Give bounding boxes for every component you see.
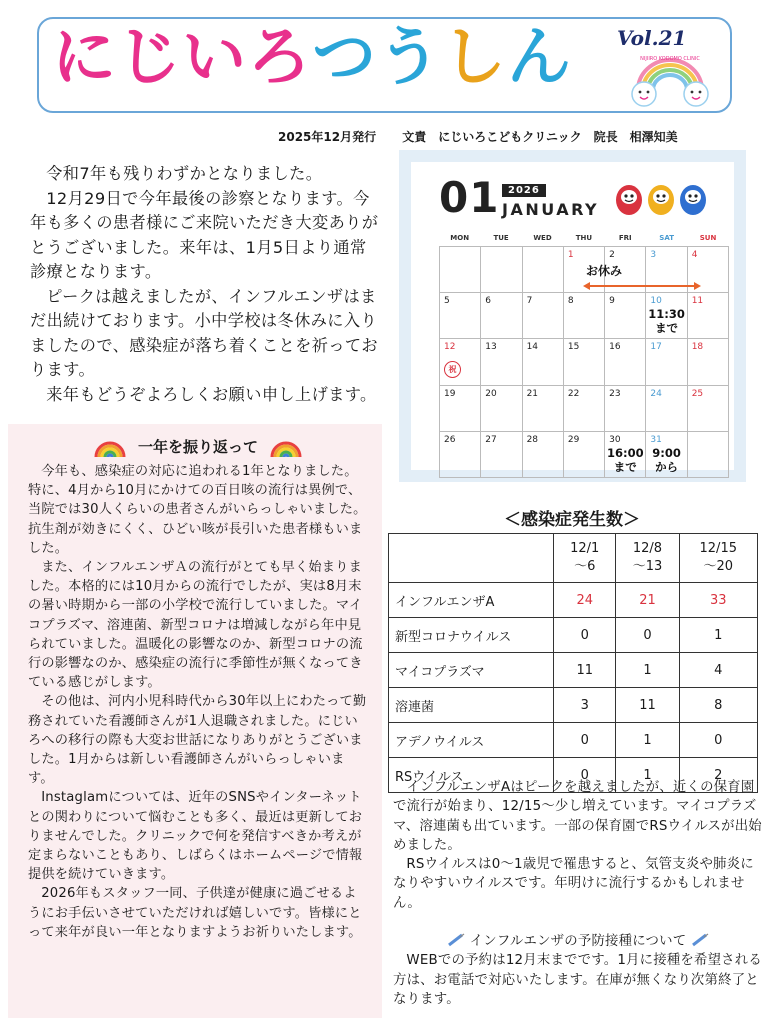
day-number: 30 [609, 434, 621, 445]
calendar-day-cell [646, 386, 687, 432]
calendar-day-cell [646, 293, 687, 339]
review-body [28, 462, 368, 942]
case-count: 3 [554, 688, 616, 723]
calendar-day-cell [564, 386, 605, 432]
case-count: 21 [616, 583, 679, 618]
calendar-day-cell [481, 293, 522, 339]
day-number: 31 [650, 434, 662, 445]
review-paragraph: 2026年もスタッフ一同、子供達が健康に過ごせるようにお手伝いさせていただければ嬉しいです。皆様にとって来年が良い一年となりますようお祈りいたします。 [28, 886, 362, 940]
table-header-row [389, 534, 758, 583]
title-char: じ [117, 21, 182, 95]
hours-note: 9:00 から [652, 445, 681, 474]
issue-author: 文責 にじいろこどもクリニック 院長 相澤知美 [402, 130, 678, 144]
title-char: し [442, 21, 507, 95]
day-number: 26 [444, 434, 456, 445]
calendar-day-cell [523, 386, 564, 432]
rainbow-icon [93, 438, 127, 458]
disease-name: RSウイルス [389, 758, 554, 793]
title-char: つ [312, 21, 377, 95]
day-number: 23 [609, 388, 621, 399]
case-count: 2 [679, 758, 757, 793]
greeting-text [30, 162, 380, 407]
calendar-day-cell [440, 432, 481, 478]
case-count: 4 [679, 653, 757, 688]
review-paragraph: また、インフルエンザＡの流行がとても早く始まりました。本格的には10月からの流行でしたが、実は8月末の暑い時期から一部の小学校で流行していました。マイコプラズマ、溶連菌、新型コロナは増減しながら年中見られていました。温暖化の影響なのか、新型コロナの流行の影響なのか、感染症の流行に季節性が無くなってきている感じがします。 [28, 560, 363, 691]
day-number: 12 [444, 342, 456, 353]
weekday-label: WED [533, 234, 552, 242]
hours-note: 11:30 まで [648, 307, 685, 336]
calendar-month-number: 01 [439, 173, 500, 222]
title-char: い [182, 21, 247, 95]
day-number: 15 [567, 342, 580, 353]
disease-name: マイコプラズマ [389, 653, 554, 688]
january-calendar [399, 150, 746, 482]
week-column-header: 12/1 ～6 [554, 534, 616, 583]
rainbow-icon [269, 438, 303, 458]
review-heading [28, 432, 368, 462]
day-number: 18 [691, 342, 704, 353]
calendar-day-cell [564, 293, 605, 339]
calendar-day-cell [605, 293, 646, 339]
case-count: 1 [616, 723, 679, 758]
logo-text: NIJIIRO KODOMO CLINIC [640, 56, 700, 62]
calendar-day-cell [440, 293, 481, 339]
disease-name: 新型コロナウイルス [389, 618, 554, 653]
day-number: 1 [567, 250, 574, 260]
review-paragraph: Instaglamについては、近年のSNSやインターネットとの関わりについて悩むことも多く、最近は更新しておりませんでした。クリニックで何を発信すべきか考えが定まらないこともあり、しばらくはホームページで情報提供を続けていきます。 [28, 790, 363, 883]
review-heading-text: 一年を振り返って [137, 438, 258, 456]
calendar-day-cell [523, 293, 564, 339]
calendar-day-cell [646, 432, 687, 478]
issue-date: 2025年12月発行 [278, 130, 377, 144]
title-char: ろ [247, 21, 312, 95]
table-row [389, 583, 758, 618]
calendar-day-cell [481, 339, 522, 385]
case-count: 1 [616, 758, 679, 793]
rainbow-logo-icon [628, 52, 712, 108]
syringe-icon [691, 933, 709, 947]
daruma-blue-icon [679, 182, 707, 216]
table-row [389, 618, 758, 653]
infection-count-table [388, 533, 758, 793]
daruma-red-icon [615, 182, 643, 216]
day-number: 4 [691, 250, 698, 260]
calendar-day-cell [564, 339, 605, 385]
calendar-day-cell [440, 339, 481, 385]
vaccination-heading-text: インフルエンザの予防接種について [469, 934, 687, 950]
holiday-mark: 祝 [444, 361, 461, 378]
volume-number: Vol.21 [617, 26, 687, 50]
day-number: 21 [526, 388, 539, 399]
calendar-day-cell [440, 386, 481, 432]
calendar-day-cell [523, 432, 564, 478]
disease-name: アデノウイルス [389, 723, 554, 758]
review-paragraph: その他は、河内小児科時代から30年以上にわたって勤務されていた看護師さんが1人退職されました。にじいろへの移行の際も大変お世話になりありがとうございました。1月からは新しい看護師さんがいらっしゃいます。 [28, 694, 367, 787]
year-review-box [8, 424, 382, 1018]
status-paragraph: インフルエンザAはピークを越えましたが、近くの保育園で流行が始まり、12/15～少し増えています。マイコプラズマ、溶連菌も出ています。一部の保育園でRSウイルスが出始めました。 [393, 780, 762, 853]
vaccination-body: WEBでの予約は12月末までです。1月に接種を希望される方は、お電話で対応いたします。在庫が無くなり次第終了となります。 [393, 953, 762, 1007]
vaccination-heading [393, 932, 763, 951]
calendar-day-cell [605, 339, 646, 385]
day-number: 16 [609, 342, 621, 353]
weekday-label: MON [450, 234, 470, 242]
day-number: 22 [567, 388, 580, 399]
holiday-label: お休み [586, 264, 623, 278]
day-number: 19 [444, 388, 456, 399]
table-row [389, 723, 758, 758]
title-char: に [52, 21, 117, 95]
day-number: 3 [650, 250, 657, 260]
status-paragraph: RSウイルスは0～1歳児で罹患すると、気管支炎や肺炎になりやすいウイルスです。年明けに流行するかもしれません。 [393, 857, 754, 911]
calendar-day-cell [523, 247, 564, 293]
day-number: 28 [526, 434, 539, 445]
hours-note: 16:00 まで [606, 445, 644, 474]
calendar-day-cell [481, 386, 522, 432]
greeting-paragraph: 12月29日で今年最後の診察となります。今年も多くの患者様にご来院いただき大変ありがとうございました。来年は、1月5日より通常診療となります。 [30, 188, 379, 281]
week-column-header: 12/15 ～20 [679, 534, 757, 583]
calendar-day-cell [481, 247, 522, 293]
disease-name: 溶連菌 [389, 688, 554, 723]
weekday-label: TUE [493, 234, 509, 242]
case-count: 33 [679, 583, 757, 618]
case-count: 24 [554, 583, 616, 618]
holiday-range-arrow [583, 281, 701, 291]
calendar-day-cell [564, 432, 605, 478]
day-number: 17 [650, 342, 662, 353]
title-char: ん [507, 21, 572, 95]
day-number: 6 [485, 296, 492, 307]
day-number: 9 [609, 296, 615, 307]
disease-name: インフルエンザA [389, 583, 554, 618]
day-number: 11 [691, 296, 704, 307]
daruma-yellow-icon [647, 182, 675, 216]
header-blank-cell [389, 534, 554, 583]
greeting-paragraph: ピークは越えましたが、インフルエンザはまだ出続けております。小中学校は冬休みに入りましたので、感染症が落ち着くことを祈っております。 [30, 286, 379, 379]
day-number: 7 [526, 296, 533, 307]
day-number: 27 [485, 434, 497, 445]
calendar-day-cell [688, 339, 729, 385]
table-row [389, 688, 758, 723]
calendar-sheet [411, 162, 734, 474]
greeting-paragraph: 来年もどうぞよろしくお願い申し上げます。 [46, 384, 377, 404]
weekday-label: THU [575, 234, 593, 242]
newsletter-title [52, 18, 572, 98]
case-count: 0 [554, 618, 616, 653]
greeting-paragraph: 令和7年も残りわずかとなりました。 [46, 164, 323, 183]
calendar-day-cell [605, 432, 646, 478]
calendar-year: 2026 [502, 184, 546, 197]
weekday-label: SAT [659, 234, 674, 242]
case-count: 0 [679, 723, 757, 758]
calendar-day-cell [688, 386, 729, 432]
case-count: 8 [679, 688, 757, 723]
day-number: 24 [650, 388, 662, 399]
day-number: 29 [567, 434, 580, 445]
day-number: 25 [691, 388, 704, 399]
calendar-month-name: JANUARY [502, 200, 600, 219]
case-count: 11 [554, 653, 616, 688]
case-count: 0 [554, 758, 616, 793]
day-number: 13 [485, 342, 497, 353]
day-number: 14 [526, 342, 539, 353]
day-number: 10 [650, 296, 662, 307]
calendar-day-cell [440, 247, 481, 293]
day-number: 2 [609, 250, 615, 260]
infection-table-title: ＜感染症発生数＞ [504, 510, 640, 530]
weekday-label: FRI [618, 234, 632, 242]
case-count: 0 [616, 618, 679, 653]
day-number: 5 [444, 296, 450, 307]
week-column-header: 12/8 ～13 [616, 534, 679, 583]
calendar-day-cell [688, 432, 729, 478]
weekday-label: SUN [699, 234, 717, 242]
calendar-day-cell [605, 386, 646, 432]
calendar-day-cell [688, 293, 729, 339]
table-row [389, 653, 758, 688]
case-count: 11 [616, 688, 679, 723]
review-paragraph: 今年も、感染症の対応に追われる1年となりました。特に、4月から10月にかけての百日咳の流行は異例で、当院では30人くらいの患者さんがいらっしゃいました。抗生剤が効きにくく、ひどい咳が長引いた患者様もいました。 [28, 464, 367, 556]
syringe-icon [447, 933, 465, 947]
issue-info [278, 128, 700, 145]
calendar-day-cell [646, 339, 687, 385]
weekday-header [439, 234, 729, 242]
infection-status-text [393, 778, 763, 1009]
case-count: 1 [616, 653, 679, 688]
calendar-day-cell [481, 432, 522, 478]
day-number: 8 [567, 296, 574, 307]
calendar-day-cell [523, 339, 564, 385]
day-number: 20 [485, 388, 497, 399]
title-char: う [377, 21, 442, 95]
case-count: 0 [554, 723, 616, 758]
case-count: 1 [679, 618, 757, 653]
